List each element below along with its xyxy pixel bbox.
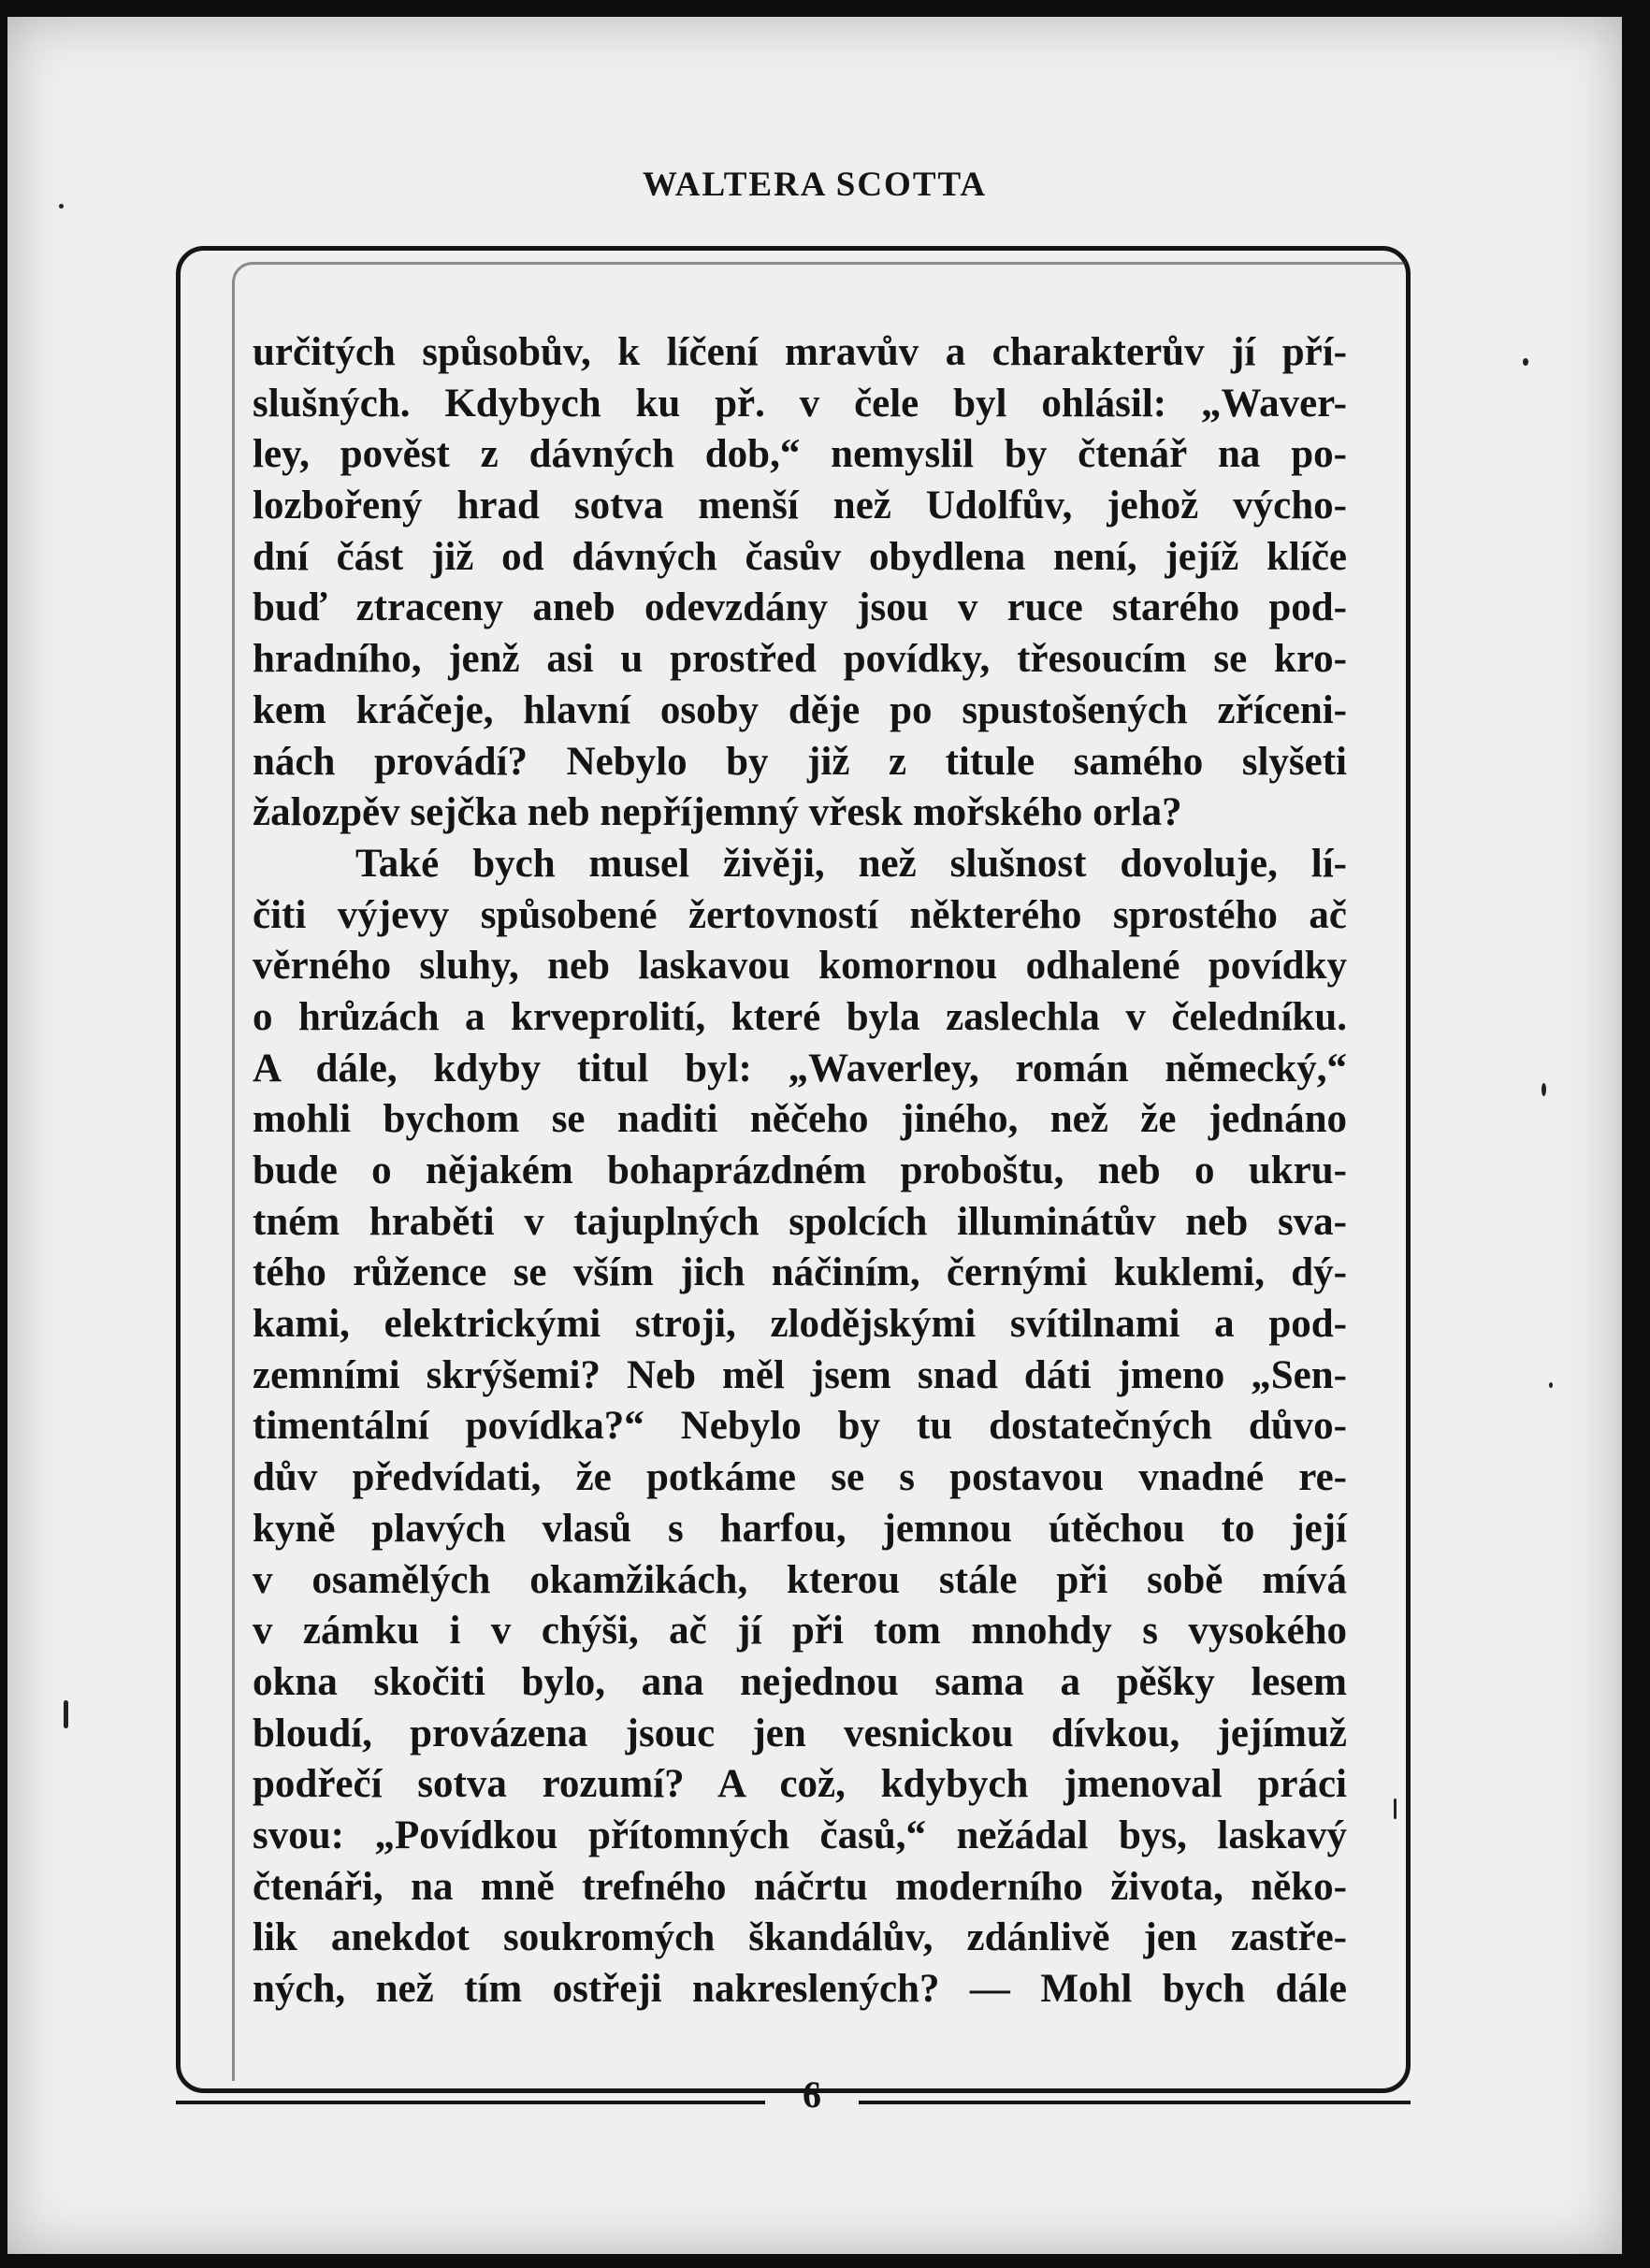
text-line: mohli bychom se naditi něčeho jiného, než že jednáno bbox=[253, 1097, 1347, 1142]
footer-rule-left bbox=[176, 2101, 765, 2104]
text-line: hradního, jenž asi u prostřed povídky, třesoucím se kro- bbox=[253, 637, 1347, 682]
text-line: kyně plavých vlasů s harfou, jemnou útěchou to její bbox=[253, 1506, 1347, 1551]
print-speck bbox=[1549, 1382, 1553, 1388]
text-line: lik anekdot soukromých škandálův, zdánlivě jen zastře- bbox=[253, 1915, 1347, 1960]
footer-rule-right bbox=[859, 2101, 1411, 2104]
text-line: ley, pověst z dávných dob,“ nemyslil by čtenář na po- bbox=[253, 432, 1347, 477]
print-speck bbox=[1394, 1799, 1397, 1819]
text-line: podřečí sotva rozumí? A což, kdybych jmenoval práci bbox=[253, 1762, 1347, 1807]
page-number: 6 bbox=[803, 2073, 821, 2116]
text-line: bude o nějakém bohaprázdném proboštu, neb o ukru- bbox=[253, 1148, 1347, 1192]
text-line: kami, elektrickými stroji, zlodějskými svítilnami a pod- bbox=[253, 1302, 1347, 1347]
text-line: A dále, kdyby titul byl: „Waverley, román německý,“ bbox=[253, 1046, 1347, 1091]
text-line: kem kráčeje, hlavní osoby děje po spustošených zříceni- bbox=[253, 687, 1347, 732]
text-line: čtenáři, na mně trefného náčrtu moderního života, někо- bbox=[253, 1864, 1347, 1909]
text-line: dní část již od dávných časův obydlena není, jejíž klíče bbox=[253, 534, 1347, 579]
print-speck bbox=[59, 204, 64, 209]
text-line: slušných. Kdybych ku př. v čele byl ohlásil: „Waver- bbox=[253, 381, 1347, 426]
text-line: okna skočiti bylo, ana nejednou sama a pěšky lesem bbox=[253, 1659, 1347, 1704]
text-line: Také bych musel živěji, než slušnost dovoluje, lí- bbox=[355, 841, 1347, 886]
text-line: timentální povídka?“ Nebylo by tu dostatečných důvo- bbox=[253, 1404, 1347, 1449]
running-header: WALTERA SCOTTA bbox=[642, 166, 988, 204]
text-line: věrného sluhy, neb laskavou komornou odhalené povídky bbox=[253, 944, 1347, 989]
text-line: o hrůzách a krveprolití, které byla zaslechla v čeledníku. bbox=[253, 994, 1347, 1039]
text-line: svou: „Povídkou přítomných časů,“ nežádal bys, laskavý bbox=[253, 1813, 1347, 1857]
text-line: ných, než tím ostřeji nakreslených? — Mohl bych dále bbox=[253, 1967, 1347, 2011]
text-line: v zámku i v chýši, ač jí při tom mnohdy s vysokého bbox=[253, 1609, 1347, 1654]
text-line: žalozpěv sejčka neb nepříjemný vřesk mořského orla? bbox=[253, 790, 1182, 835]
book-page bbox=[7, 17, 1622, 2254]
text-line: tném hraběti v tajuplných spolcích illuminátův neb sva- bbox=[253, 1199, 1347, 1244]
text-line: určitých spůsobův, k líčení mravův a charakterův jí pří- bbox=[253, 330, 1347, 374]
print-speck bbox=[1523, 358, 1528, 366]
print-speck bbox=[64, 1700, 68, 1728]
page-footer bbox=[7, 2073, 1622, 2129]
text-line: buď ztraceny aneb odevzdány jsou v ruce starého pod- bbox=[253, 585, 1347, 630]
text-line: tého růžence se vším jich náčiním, černými kuklemi, dý- bbox=[253, 1250, 1347, 1295]
text-line: čiti výjevy spůsobené žertovností některého sprostého ač bbox=[253, 892, 1347, 937]
print-speck bbox=[1541, 1083, 1546, 1096]
text-line: dův předvídati, že potkáme se s postavou vnadné re- bbox=[253, 1455, 1347, 1500]
text-line: v osamělých okamžikách, kterou stále při sobě mívá bbox=[253, 1557, 1347, 1602]
text-line: bloudí, provázena jsouc jen vesnickou dívkou, jejímuž bbox=[253, 1711, 1347, 1755]
text-line: nách provádí? Nebylo by již z titule samého slyšeti bbox=[253, 739, 1347, 784]
body-text bbox=[253, 327, 1347, 2015]
text-line: zemními skrýšemi? Neb měl jsem snad dáti jmeno „Sen- bbox=[253, 1352, 1347, 1397]
text-line: lozbořený hrad sotva menší než Udolfův, jehož výcho- bbox=[253, 484, 1347, 528]
